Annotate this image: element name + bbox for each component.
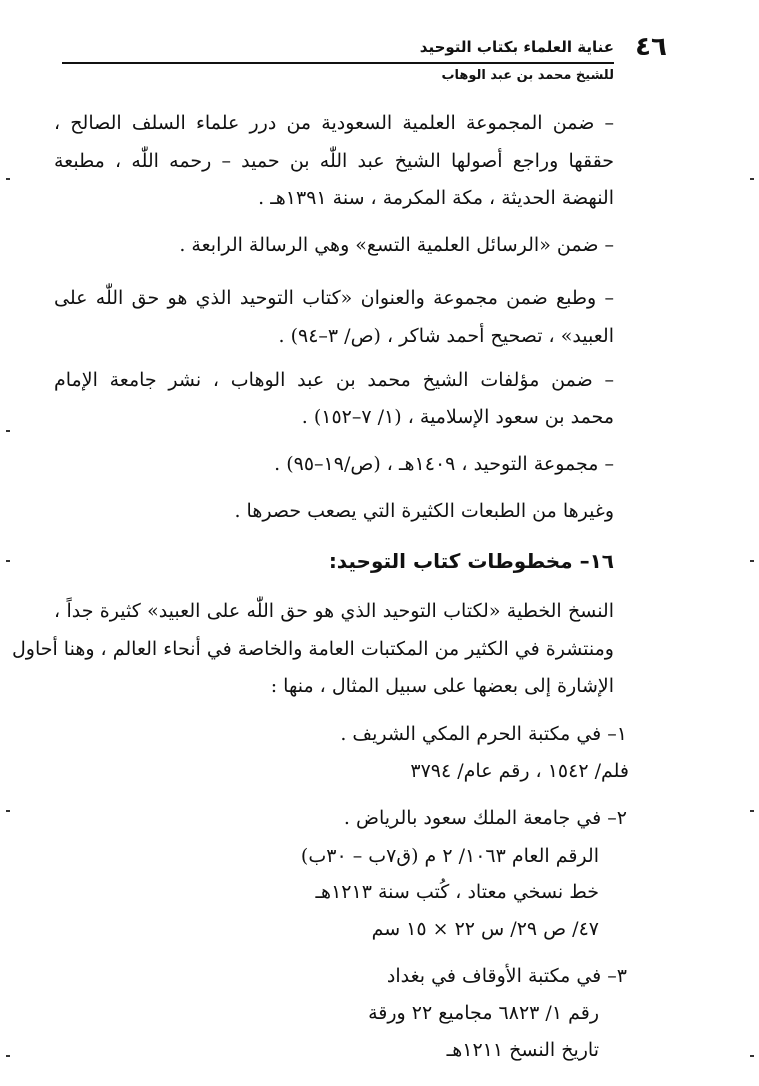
margin-mark [6,810,10,812]
text-line: وغيرها من الطبعات الكثيرة التي يصعب حصرها . [234,500,614,522]
page-number: ٤٦ [635,32,667,62]
text-line: خط نسخي معتاد ، كُتب سنة ١٢١٣هـ [315,881,599,903]
text-line: – مجموعة التوحيد ، ١٤٠٩هـ ، (ص/١٩–٩٥) . [274,453,614,475]
text-line: الرقم العام ١٠٦٣/ ٢ م (ق٧ب – ٣٠ب) [300,845,599,867]
margin-mark [750,560,754,562]
text-line: الإشارة إلى بعضها على سبيل المثال ، منها : [270,675,614,697]
text-line: النسخ الخطية «لكتاب التوحيد الذي هو حق اللّٰه على العبيد» كثيرة جداً ، [54,600,614,622]
margin-mark [750,1055,754,1057]
list-item: ١– في مكتبة الحرم المكي الشريف . [340,723,627,745]
list-item: ٣– في مكتبة الأوقاف في بغداد [386,965,627,987]
text-line: – ضمن المجموعة العلمية السعودية من درر علماء السلف الصالح ، [54,112,614,134]
margin-mark [750,810,754,812]
margin-mark [6,430,10,432]
section-heading: ١٦– مخطوطات كتاب التوحيد: [328,549,614,573]
margin-mark [6,178,10,180]
text-line: – وطبع ضمن مجموعة والعنوان «كتاب التوحيد الذي هو حق اللّٰه على [54,287,614,309]
text-line: النهضة الحديثة ، مكة المكرمة ، سنة ١٣٩١هـ . [258,187,614,209]
text-line: محمد بن سعود الإسلامية ، (١/ ٧–١٥٢) . [301,406,614,428]
list-item: ٢– في جامعة الملك سعود بالرياض . [343,807,627,829]
text-line: حققها وراجع أصولها الشيخ عبد اللّٰه بن حميد – رحمه اللّٰه ، مطبعة [54,150,614,172]
text-line: رقم ١/ ٦٨٢٣ مجاميع ٢٢ ورقة [368,1002,599,1024]
running-header-title: عناية العلماء بكتاب التوحيد [419,38,614,56]
margin-mark [750,178,754,180]
text-line: العبيد» ، تصحيح أحمد شاكر ، (ص/ ٣–٩٤) . [278,325,614,347]
header-rule [62,62,614,64]
text-line: ومنتشرة في الكثير من المكتبات العامة والخاصة في أنحاء العالم ، وهنا أحاول [11,638,614,660]
text-line: ٤٧/ ص ٢٩/ س ٢٢ × ١٥ سم [371,918,599,940]
margin-mark [6,560,10,562]
running-header-subtitle: للشيخ محمد بن عبد الوهاب [441,68,614,83]
text-line: – ضمن «الرسائل العلمية التسع» وهي الرسالة الرابعة . [179,234,614,256]
text-line: تاريخ النسخ ١٢١١هـ [446,1039,599,1061]
text-line: فلم/ ١٥٤٢ ، رقم عام/ ٣٧٩٤ [410,760,629,782]
text-line: – ضمن مؤلفات الشيخ محمد بن عبد الوهاب ، نشر جامعة الإمام [54,369,614,391]
margin-mark [6,1055,10,1057]
